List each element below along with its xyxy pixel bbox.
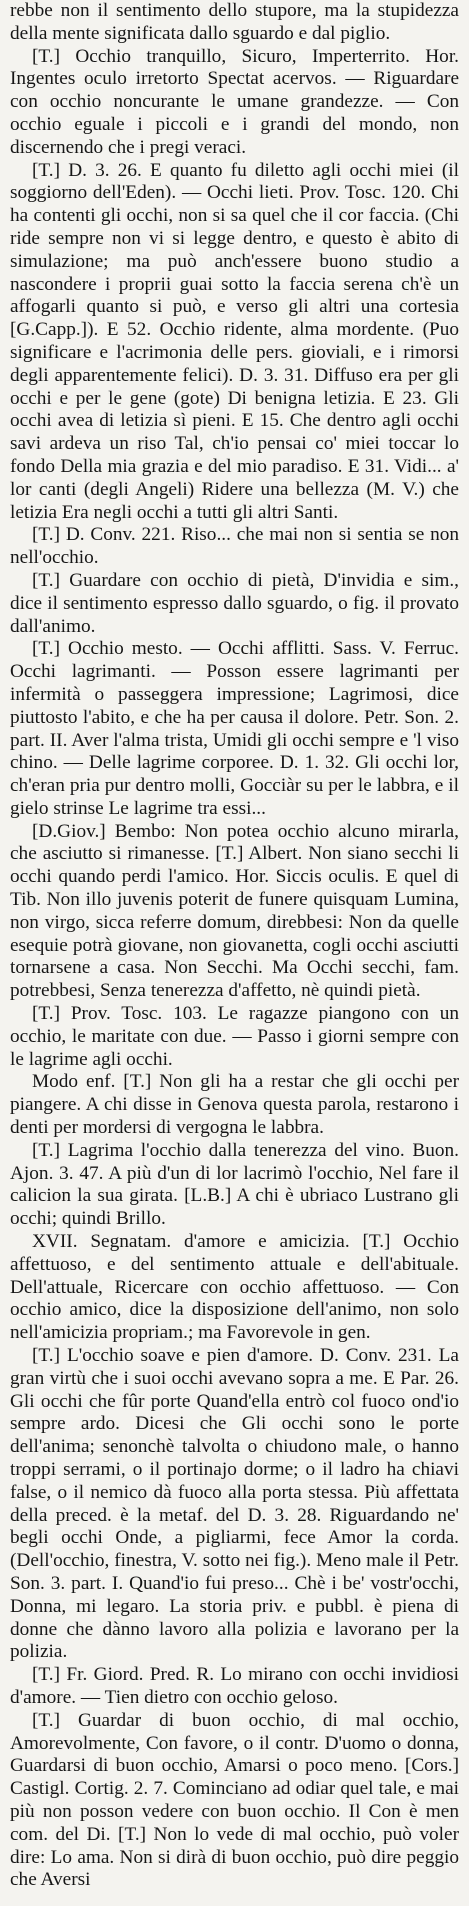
text-paragraph-buon-occhio: [T.] Guardar di buon occhio, di mal occhio, Amorevolmente, Con favore, o il contr. D'uomo o donna, Guardarsi di buon occhio, Amarsi o poco meno. [Cors.] Castigl. Cortig. 2. 7. Cominciano ad odiar quel tale, e mai più non posson vedere con buon occhio. Il Con è men com. del Di. [T.] Non lo vede di mal occhio, può voler dire: Lo ama. Non si dirà di buon occhio, può dire peggio che Aversi (10, 1709, 459, 1891)
text-paragraph-lagrima-vino: [T.] Lagrima l'occhio dalla tenerezza del vino. Buon. Ajon. 3. 47. A più d'un di lor lacrimò l'occhio, Nel fare il calicion la sua girata. [L.B.] A chi è ubriaco Lustrano gli occhi; quindi Brillo. (10, 1139, 459, 1230)
text-paragraph-continuation: rebbe non il sentimento dello stupore, ma la stupidezza della mente significata dallo sguardo e dal piglio. (10, 0, 459, 44)
text-paragraph-occhio-soave: [T.] L'occhio soave e pien d'amore. D. Conv. 231. La gran virtù che i suoi occhi avevano sopra a me. E Par. 26. Gli occhi che fûr porte Quand'ella entrò col fuoco ond'io sempre ardo. Dicesi che Gli occhi sono le porte dell'anima; senonchè talvolta o chiudono male, o hanno troppi serrami, o il portinajo dorme; o il ladro ha chiavi false, o il nemico dà fuoco alla porta stessa. Più affettata della preced. è la metaf. del D. 3. 28. Riguardando ne' begli occhi Onde, a pigliarmi, fece Amor la corda. (Dell'occhio, finestra, V. sotto nei fig.). Meno male il Petr. Son. 3. part. I. Quand'io fui preso... Chè i be' vostr'occhi, Donna, mi legaro. La storia priv. e pubbl. è piena di donne che dànno lavoro alla polizia e lavorano per la polizia. (10, 1345, 459, 1663)
text-paragraph-section-xvii: XVII. Segnatam. d'amore e amicizia. [T.] Occhio affettuoso, e del sentimento attuale e dell'abituale. Dell'attuale, Ricercare con occhio affettuoso. — Con occhio amico, dice la disposizione dell'animo, non solo nell'amicizia propriam.; ma Favorevole in gen. (10, 1231, 459, 1344)
text-paragraph-occhio-di-pieta: [T.] Guardare con occhio di pietà, D'invidia e sim., dice il sentimento espresso dallo sguardo, o fig. il provato dall'animo. (10, 569, 459, 637)
text-paragraph-occhi-asciutti: [D.Giov.] Bembo: Non potea occhio alcuno mirarla, che asciutto si rimanesse. [T.] Albert. Non siano secchi li occhi quando perdi l'amico. Hor. Siccis oculis. E quel di Tib. Non illo juvenis poterit de funere quisquam Lumina, non virgo, sicca referre domum, direbbesi: Non da quelle esequie potrà giovane, non giovanetta, cogli occhi asciutti tornarsene a casa. Non Secchi. Ma Occhi secchi, fam. potrebbesi, Senza tenerezza d'affetto, nè quindi pietà. (10, 820, 459, 1002)
text-paragraph-occhio-mesto: [T.] Occhio mesto. — Occhi afflitti. Sass. V. Ferruc. Occhi lagrimanti. — Posson essere lagrimanti per infermità o passeggera impressione; Lagrimosi, dice piuttosto l'abito, e che ha per causa il dolore. Petr. Son. 2. part. II. Aver l'alma trista, Umidi gli occhi sempre e 'l viso chino. — Delle lagrime corporee. D. 1. 32. Gli occhi lor, ch'eran pria pur dentro molli, Gocciàr su per le labbra, e il gielo strinse Le lagrime tra essi... (10, 638, 459, 819)
text-paragraph-lagrime-agli-occhi: [T.] Prov. Tosc. 103. Le ragazze piangono con un occhio, le maritate con due. — Passo i giorni sempre con le lagrime agli occhi. (10, 1003, 459, 1070)
text-paragraph-riso: [T.] D. Conv. 221. Riso... che mai non si sentia se non nell'occhio. (10, 524, 459, 569)
text-paragraph-occhio-tranquillo: [T.] Occhio tranquillo, Sicuro, Imperterrito. Hor. Ingentes oculo irretorto Spectat acervos. — Riguardare con occhio noncurante le umane grandezze. — Con occhio eguale i piccoli e i grandi del mondo, non discernendo che i pregi veraci. (10, 45, 459, 158)
text-paragraph-occhi-lieti: [T.] D. 3. 26. E quanto fu diletto agli occhi miei (il soggiorno dell'Eden). — Occhi lieti. Prov. Tosc. 120. Chi ha contenti gli occhi, non si sa quel che il cor faccia. (Chi ride sempre non vi si legge dentro, e questo è abito di simulazione; ma può anch'essere buono studio a nascondere i proprii guai sotto la faccia serena ch'è un affogarli quanto si può, e verso gli altri una cortesia [G.Capp.]). E 52. Occhio ridente, alma mordente. (Puo significare e l'acrimonia delle pers. gioviali, e i rimorsi degli apparentemente felici). D. 3. 31. Diffuso era per gli occhi e per le gene (gote) Di benigna letizia. E 23. Gli occhi avea di letizia sì pieni. E 15. Che dentro agli occhi savi ardeva un riso Tal, ch'io pensai co' miei toccar lo fondo Della mia grazia e del mio paradiso. E 31. Vidi... a' lor canti (degli Angeli) Ridere una bellezza (M. V.) che letizia Era negli occhi a tutti gli altri Santi. (10, 159, 459, 523)
text-paragraph-modo-enfatico: Modo enf. [T.] Non gli ha a restar che gli occhi per piangere. A chi disse in Genova questa parola, restarono i denti per mordersi di vergogna le labbra. (10, 1071, 459, 1139)
text-paragraph-occhi-invidiosi: [T.] Fr. Giord. Pred. R. Lo mirano con occhi invidiosi d'amore. — Tien dietro con occhio geloso. (10, 1664, 459, 1708)
